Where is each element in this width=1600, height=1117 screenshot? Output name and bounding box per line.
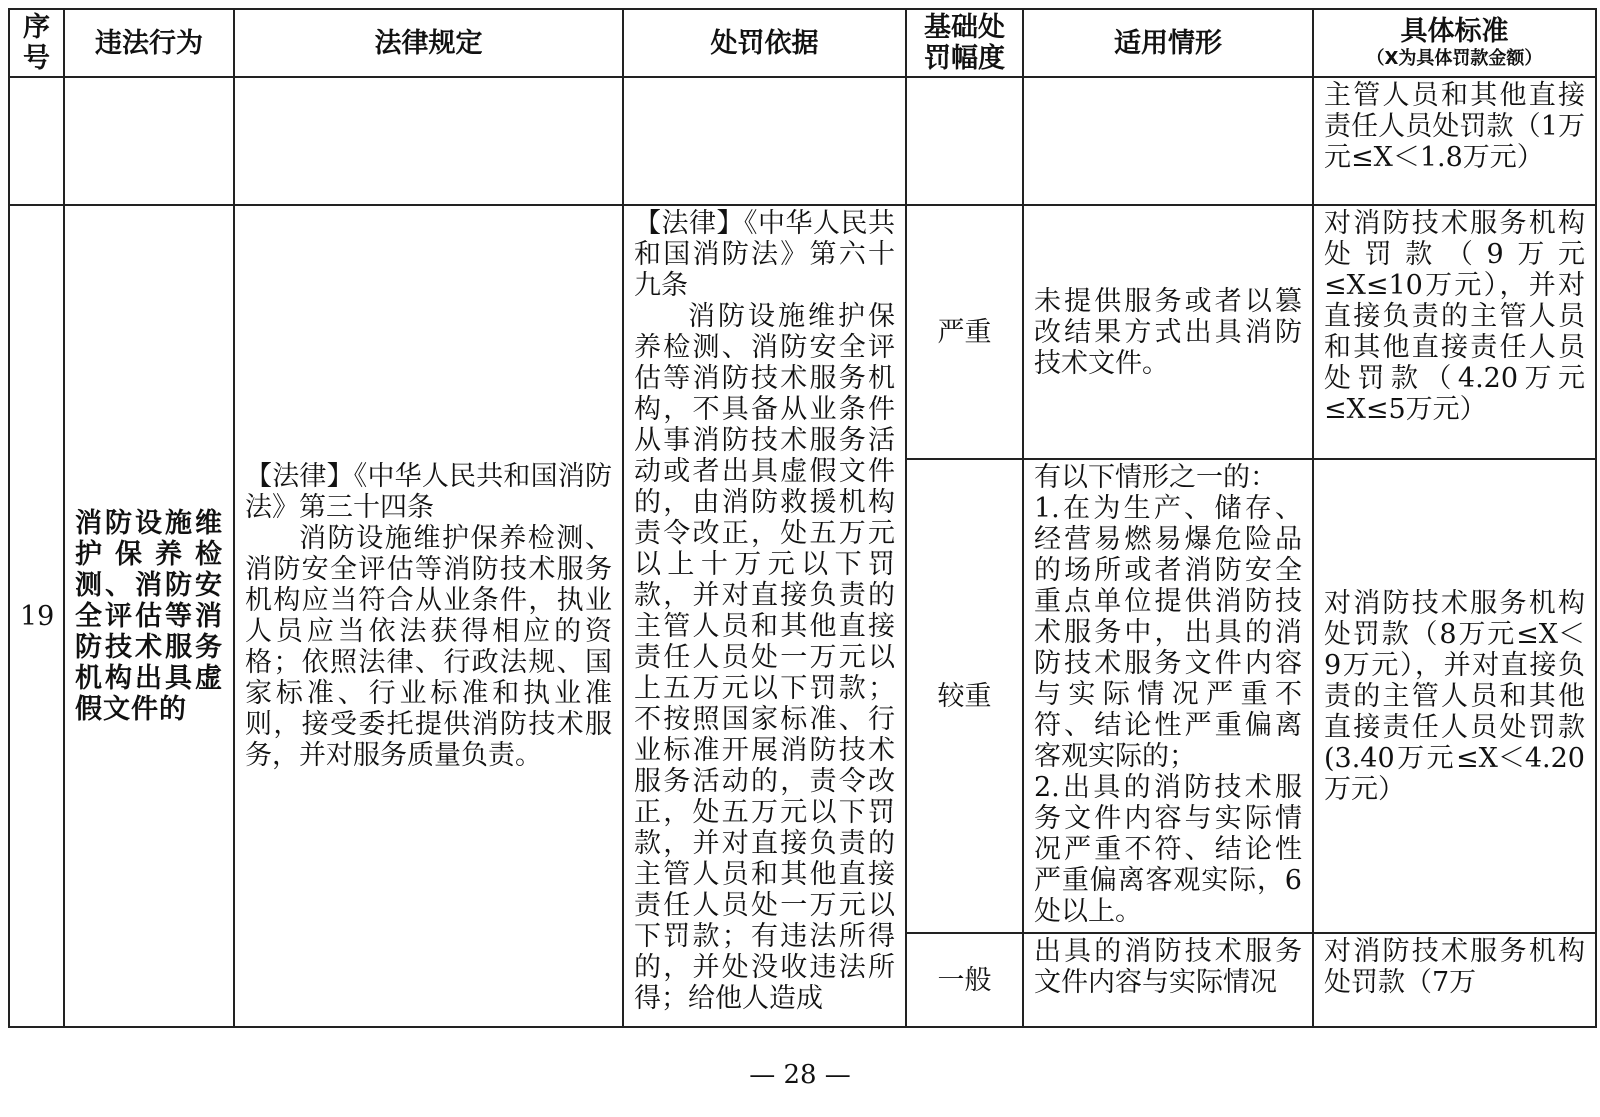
prev-act-cell [64, 77, 234, 205]
prev-no-cell [9, 77, 64, 205]
situation-serious-item-1: 1.在为生产、储存、经营易燃易爆危险品的场所或者消防安全重点单位提供消防技术服务中，出具的消防技术服务文件内容与实际情况严重不符、结论性严重偏离客观实际的； [1034, 493, 1302, 772]
situation-severe: 未提供服务或者以篡改结果方式出具消防技术文件。 [1023, 205, 1313, 459]
table-row-19-severe [9, 205, 1596, 459]
prev-law-cell [234, 77, 623, 205]
level-severe: 严重 [906, 205, 1023, 459]
row19-penalty-basis [623, 205, 906, 1027]
situation-serious [1023, 459, 1313, 933]
row19-basis-title: 【法律】《中华人民共和国消防法》第六十九条 [634, 208, 895, 301]
row19-law-text: 消防设施维护保养检测、消防安全评估等消防技术服务机构应当符合从业条件，执业人员应当依法获得相应的资格；依照法律、行政法规、国家标准、行业标准和执业准则，接受委托提供消防技术服务，并对服务质量负责。 [245, 523, 612, 771]
prev-situation-cell [1023, 77, 1313, 205]
situation-serious-intro: 有以下情形之一的： [1034, 462, 1277, 493]
header-standard-title: 具体标准 [1400, 15, 1509, 47]
table-header-row [9, 9, 1596, 77]
row19-violation: 消防设施维护保养检测、消防安全评估等消防技术服务机构出具虚假文件的 [64, 205, 234, 1027]
row19-legal-provision [234, 205, 623, 1027]
page-number: — 28 — [749, 1060, 851, 1090]
header-applicable-situation: 适用情形 [1023, 9, 1313, 77]
header-specific-standard [1313, 9, 1596, 77]
standard-serious: 对消防技术服务机构处罚款（8万元≤X＜9万元），并对直接负责的主管人员和其他直接责任人员处罚款(3.40万元≤X＜4.20万元） [1313, 459, 1596, 933]
row19-basis-text: 消防设施维护保养检测、消防安全评估等消防技术服务机构，不具备从业条件从事消防技术服务活动或者出具虚假文件的，由消防救援机构责令改正，处五万元以上十万元以下罚款，并对直接负责的主管人员和其他直接责任人员处一万元以上五万元以下罚款；不按照国家标准、行业标准开展消防技术服务活动的，责令改正，处五万元以下罚款，并对直接负责的主管人员和其他直接责任人员处一万元以下罚款；有违法所得的，并处没收违法所得；给他人造成 [634, 301, 895, 1014]
prev-level-cell [906, 77, 1023, 205]
header-penalty-basis: 处罚依据 [623, 9, 906, 77]
level-serious: 较重 [906, 459, 1023, 933]
header-legal-provision: 法律规定 [234, 9, 623, 77]
situation-serious-item-2: 2.出具的消防技术服务文件内容与实际情况严重不符、结论性严重偏离客观实际，6处以上。 [1034, 772, 1302, 927]
header-violation: 违法行为 [64, 9, 234, 77]
table-row-continued [9, 77, 1596, 205]
penalty-standard-table [8, 8, 1597, 1028]
standard-severe: 对消防技术服务机构处罚款（9万元≤X≤10万元），并对直接负责的主管人员和其他直接责任人员处罚款（4.20万元≤X≤5万元） [1313, 205, 1596, 459]
row19-serial-no: 19 [9, 205, 64, 1027]
row19-law-title: 【法律】《中华人民共和国消防法》第三十四条 [245, 461, 612, 523]
header-base-penalty-range: 基础处罚幅度 [906, 9, 1023, 77]
header-standard-note: （X为具体罚款金额） [1366, 47, 1543, 69]
prev-standard-cell: 主管人员和其他直接责任人员处罚款（1万元≤X＜1.8万元） [1313, 77, 1596, 205]
standard-general: 对消防技术服务机构处罚款（7万 [1313, 933, 1596, 1027]
situation-general: 出具的消防技术服务文件内容与实际情况 [1023, 933, 1313, 1027]
header-serial-no: 序号 [9, 9, 64, 77]
prev-basis-cell [623, 77, 906, 205]
level-general: 一般 [906, 933, 1023, 1027]
